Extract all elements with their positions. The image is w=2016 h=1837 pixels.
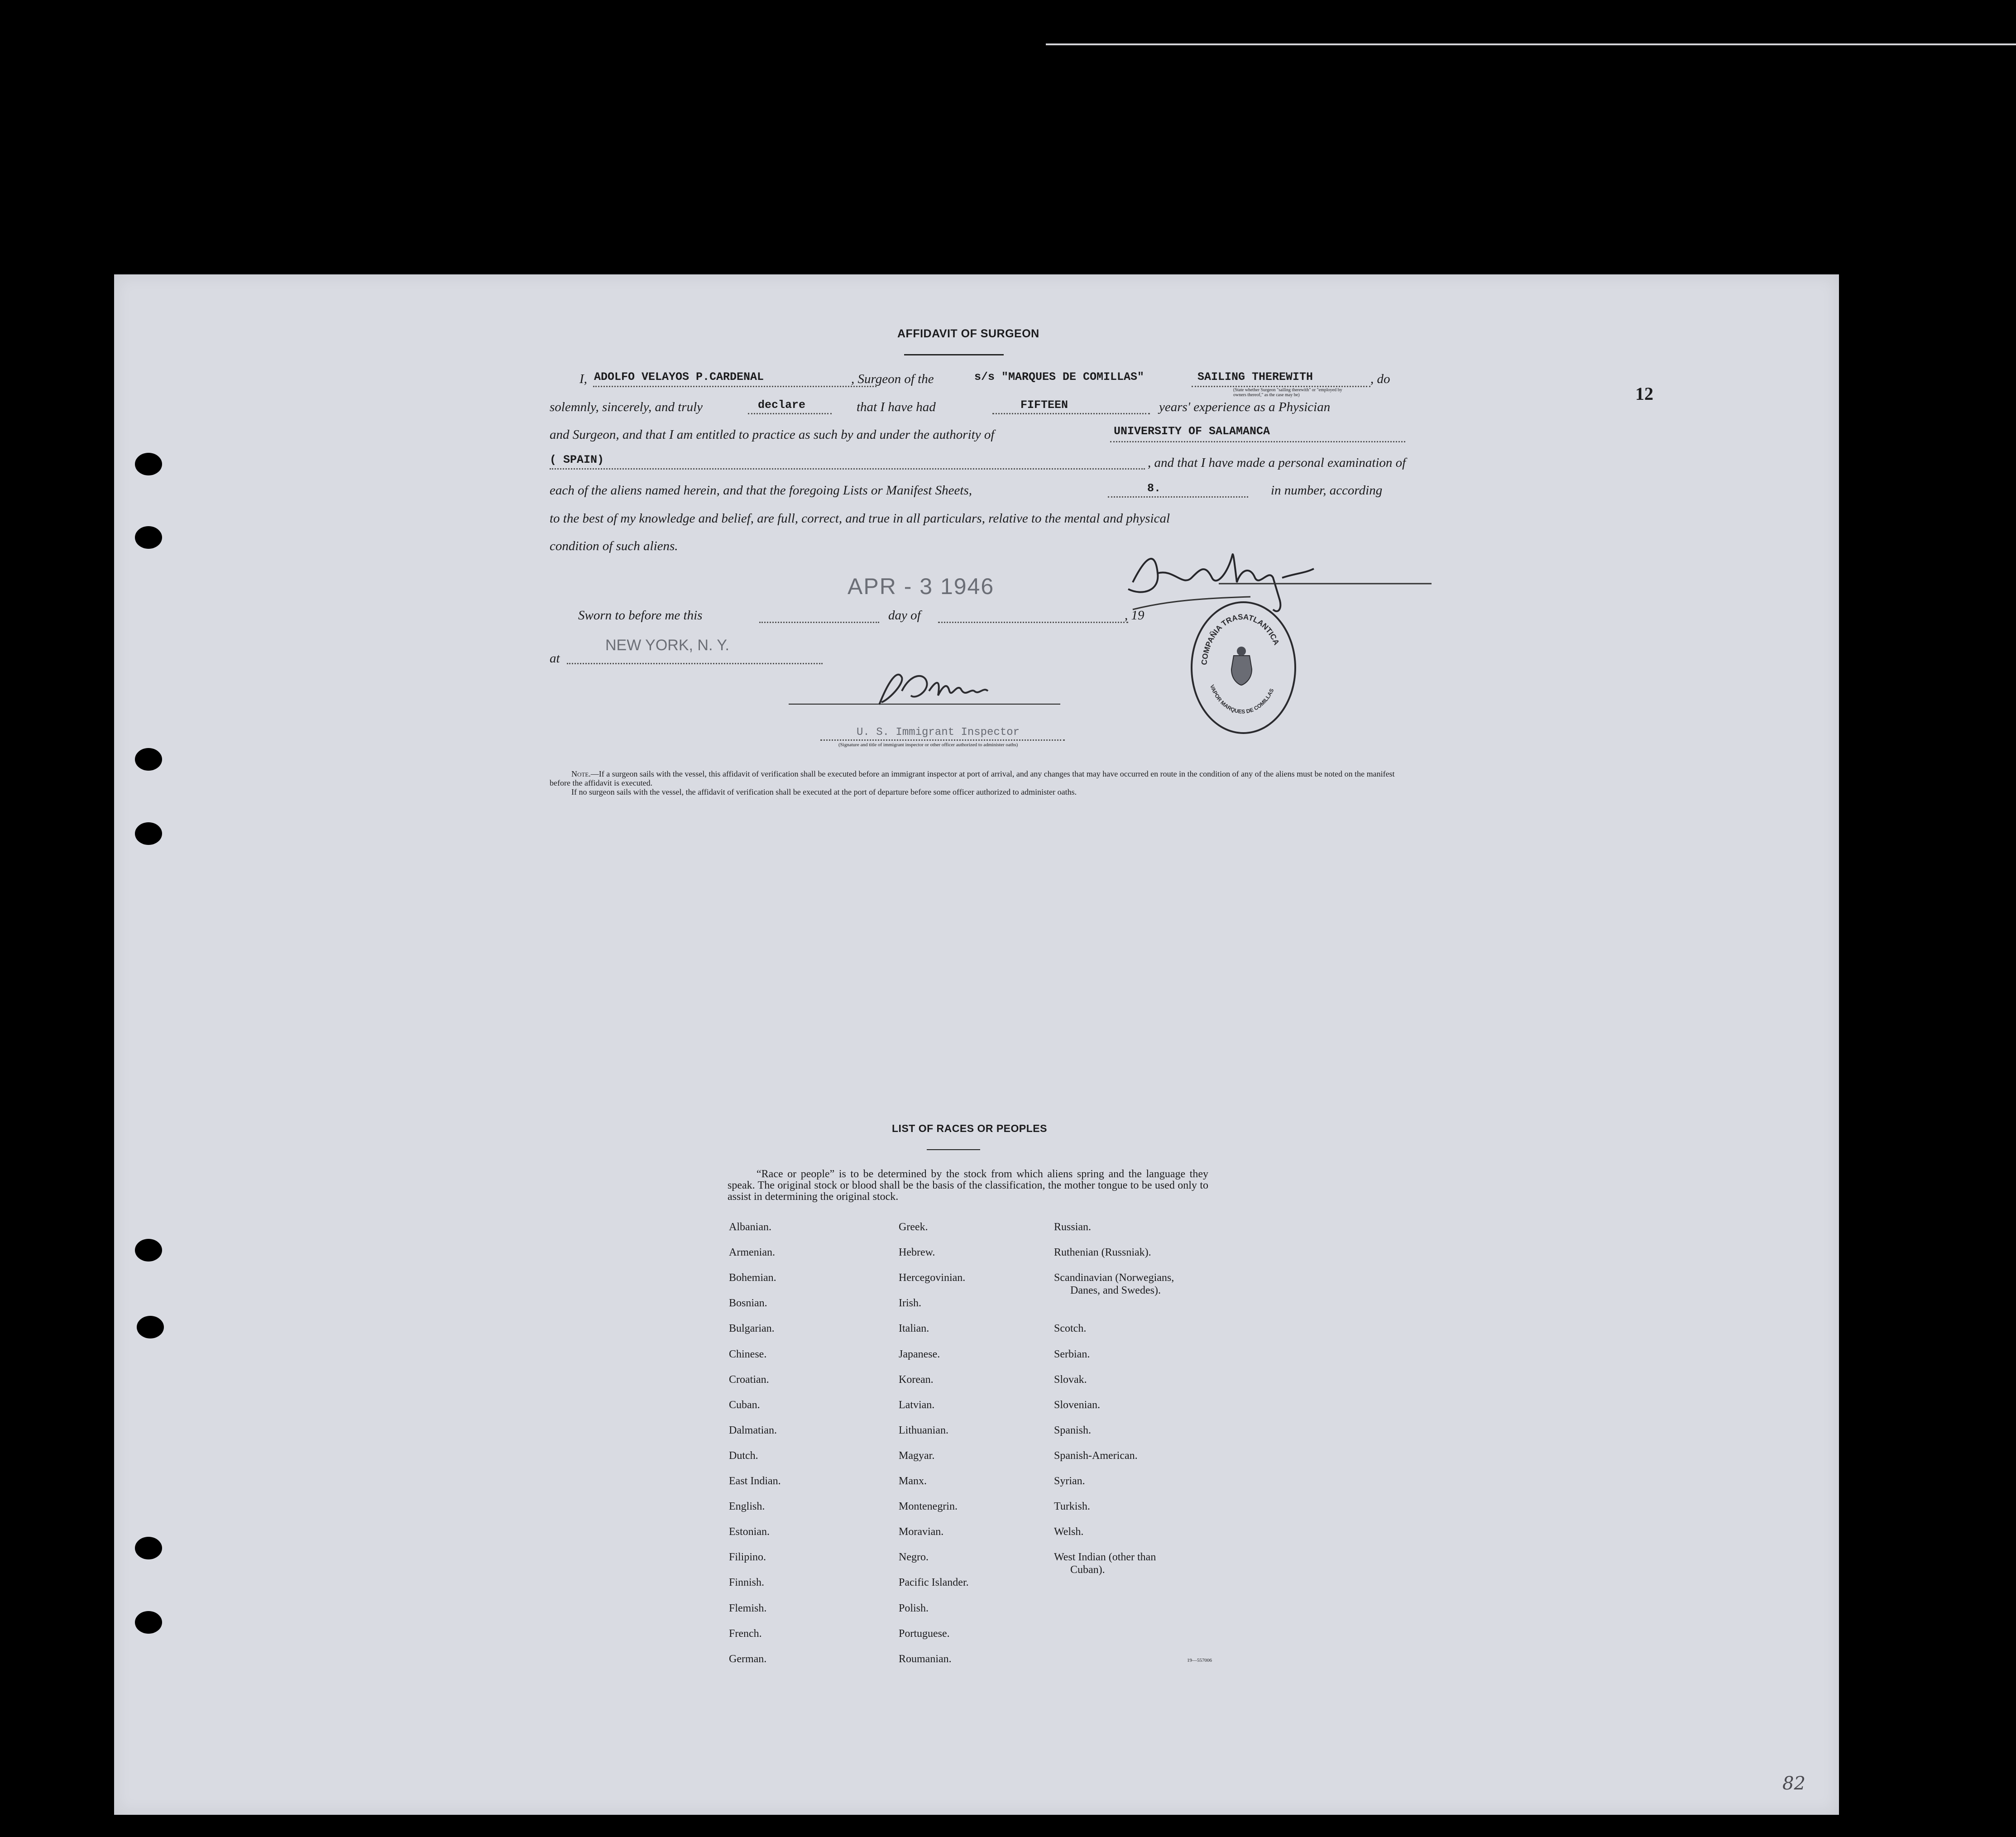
race-item: Manx. bbox=[899, 1475, 927, 1487]
fill-line bbox=[938, 622, 1128, 623]
race-item: Portuguese. bbox=[899, 1628, 950, 1640]
status-instruction: (State whether Surgeon "sailing therewith" or "employed by owners thereof," as the case may be) bbox=[1233, 388, 1342, 398]
punch-hole bbox=[135, 822, 162, 845]
race-item: Korean. bbox=[899, 1374, 934, 1386]
race-item: West Indian (other than bbox=[1054, 1551, 1156, 1563]
race-item: Danes, and Swedes). bbox=[1070, 1285, 1161, 1296]
heading-rule bbox=[904, 354, 1004, 355]
page-number: 12 bbox=[1635, 384, 1653, 404]
fill-line bbox=[759, 622, 879, 623]
race-item: Croatian. bbox=[729, 1374, 769, 1386]
race-item: Syrian. bbox=[1054, 1475, 1085, 1487]
race-item: Estonian. bbox=[729, 1526, 770, 1538]
affidavit-text: in number, according bbox=[1271, 483, 1383, 498]
race-item: Serbian. bbox=[1054, 1348, 1090, 1360]
affidavit-text: condition of such aliens. bbox=[550, 539, 678, 553]
fill-line bbox=[1110, 441, 1405, 442]
race-item: Dalmatian. bbox=[729, 1425, 777, 1436]
punch-hole bbox=[137, 1316, 164, 1338]
inspector-title-value: U. S. Immigrant Inspector bbox=[857, 726, 1020, 739]
race-item: Magyar. bbox=[899, 1450, 935, 1462]
affidavit-text: and Surgeon, and that I am entitled to practice as such by and under the authority of bbox=[550, 427, 995, 442]
form-code: 19—557006 bbox=[1187, 1658, 1212, 1663]
race-item: Armenian. bbox=[729, 1247, 775, 1258]
race-item: Filipino. bbox=[729, 1551, 766, 1563]
race-item: Flemish. bbox=[729, 1602, 767, 1614]
signature-rule bbox=[789, 704, 1060, 705]
declaration-verb-value: declare bbox=[758, 398, 806, 412]
affidavit-text: , Surgeon of the bbox=[851, 372, 934, 386]
sworn-date-stamp: APR - 3 1946 bbox=[848, 574, 995, 599]
punch-hole bbox=[135, 748, 162, 771]
at-label: at bbox=[550, 651, 560, 666]
race-item: Scandinavian (Norwegians, bbox=[1054, 1272, 1174, 1284]
race-item: Bulgarian. bbox=[729, 1323, 775, 1334]
race-item: Welsh. bbox=[1054, 1526, 1084, 1538]
affidavit-text: solemnly, sincerely, and truly bbox=[550, 400, 703, 414]
race-item: Italian. bbox=[899, 1323, 929, 1334]
fill-line bbox=[1192, 386, 1370, 387]
races-intro: “Race or people” is to be determined by the stock from which aliens spring and the language they speak. The original stock or blood shall be the basis of the classification, the mother tongue to be used only to assist in determining the original stock. bbox=[728, 1168, 1208, 1203]
company-seal bbox=[1191, 601, 1296, 734]
fill-line bbox=[1108, 496, 1248, 498]
race-item: Finnish. bbox=[729, 1577, 765, 1588]
races-heading: LIST OF RACES OR PEOPLES bbox=[892, 1122, 1047, 1134]
race-item: Pacific Islander. bbox=[899, 1577, 969, 1588]
race-item: Japanese. bbox=[899, 1348, 940, 1360]
race-item: Montenegrin. bbox=[899, 1501, 958, 1512]
punch-hole bbox=[135, 1537, 162, 1559]
race-item: Lithuanian. bbox=[899, 1425, 948, 1436]
affidavit-text: to the best of my knowledge and belief, are full, correct, and true in all particulars, relative to the mental and physical bbox=[550, 511, 1170, 526]
corner-mark: 82 bbox=[1782, 1773, 1805, 1794]
seal-lettering bbox=[1191, 601, 1293, 730]
fill-line bbox=[992, 413, 1150, 414]
authority-continued-value: ( SPAIN) bbox=[550, 453, 604, 466]
race-item: Hebrew. bbox=[899, 1247, 935, 1258]
race-item: Moravian. bbox=[899, 1526, 944, 1538]
affidavit-heading: AFFIDAVIT OF SURGEON bbox=[897, 327, 1039, 340]
race-item: Slovenian. bbox=[1054, 1399, 1100, 1411]
race-item: French. bbox=[729, 1628, 762, 1640]
place-stamp: NEW YORK, N. Y. bbox=[605, 637, 729, 654]
year-label: , 19 bbox=[1125, 608, 1144, 623]
race-item: Slovak. bbox=[1054, 1374, 1087, 1386]
surgeon-status-value: SAILING THEREWITH bbox=[1197, 370, 1313, 384]
race-item: Latvian. bbox=[899, 1399, 935, 1411]
race-item: Greek. bbox=[899, 1221, 928, 1233]
race-item: Roumanian. bbox=[899, 1653, 952, 1665]
races-heading-rule bbox=[927, 1149, 980, 1150]
affidavit-text: that I have had bbox=[857, 400, 936, 414]
race-item: Bosnian. bbox=[729, 1297, 767, 1309]
race-item: Chinese. bbox=[729, 1348, 767, 1360]
fill-line bbox=[748, 413, 832, 414]
fill-line bbox=[550, 468, 1145, 470]
manifest-page bbox=[114, 274, 1839, 1815]
svg-text:VAPOR MARQUES DE COMILLAS: VAPOR MARQUES DE COMILLAS bbox=[1209, 684, 1275, 715]
race-item: Cuban). bbox=[1070, 1564, 1105, 1576]
race-item: Irish. bbox=[899, 1297, 921, 1309]
note-paragraph-2: If no surgeon sails with the vessel, the affidavit of verification shall be executed at the port of departure before some officer authorized to administer oaths. bbox=[571, 787, 1077, 796]
fill-line bbox=[593, 386, 876, 387]
race-item: Negro. bbox=[899, 1551, 929, 1563]
race-item: Spanish. bbox=[1054, 1425, 1092, 1436]
race-item: Spanish-American. bbox=[1054, 1450, 1138, 1462]
note-label: Note. bbox=[571, 769, 591, 778]
race-item: German. bbox=[729, 1653, 767, 1665]
race-item: Russian. bbox=[1054, 1221, 1092, 1233]
race-item: Albanian. bbox=[729, 1221, 771, 1233]
fill-line bbox=[567, 663, 823, 664]
note-text: —If a surgeon sails with the vessel, this affidavit of verification shall be executed before an immigrant inspector at port of arrival, and any changes that may have occurred en route in the condition of any of the aliens must be noted on the manifest before the affidavit is executed. bbox=[550, 769, 1395, 787]
affidavit-lead: I, bbox=[579, 372, 587, 386]
race-item: Ruthenian (Russniak). bbox=[1054, 1247, 1151, 1258]
affidavit-text: years' experience as a Physician bbox=[1159, 400, 1331, 414]
race-item: English. bbox=[729, 1501, 765, 1512]
race-item: Polish. bbox=[899, 1602, 929, 1614]
punch-hole bbox=[135, 1611, 162, 1634]
race-item: Scotch. bbox=[1054, 1323, 1087, 1334]
punch-hole bbox=[135, 1239, 162, 1261]
race-item: Bohemian. bbox=[729, 1272, 776, 1284]
affidavit-text: , and that I have made a personal examination of bbox=[1148, 456, 1406, 470]
race-item: East Indian. bbox=[729, 1475, 781, 1487]
surgeon-name-value: ADOLFO VELAYOS P.CARDENAL bbox=[594, 370, 764, 384]
inspector-signature bbox=[861, 664, 1133, 718]
race-item: Dutch. bbox=[729, 1450, 758, 1462]
punch-hole bbox=[135, 453, 162, 475]
sworn-label: Sworn to before me this bbox=[578, 608, 703, 623]
note-paragraph-1 bbox=[550, 769, 1401, 787]
authority-value: UNIVERSITY OF SALAMANCA bbox=[1114, 425, 1270, 438]
affidavit-text: , do bbox=[1370, 372, 1390, 386]
punch-hole bbox=[135, 526, 162, 549]
manifest-sheets-value: 8. bbox=[1147, 482, 1161, 495]
day-of-label: day of bbox=[888, 608, 921, 623]
svg-text:COMPAÑIA TRASATLANTICA: COMPAÑIA TRASATLANTICA bbox=[1200, 612, 1281, 666]
affidavit-text: each of the aliens named herein, and that the foregoing Lists or Manifest Sheets, bbox=[550, 483, 972, 498]
fill-line bbox=[820, 739, 1065, 741]
vessel-value: s/s "MARQUES DE COMILLAS" bbox=[974, 370, 1144, 384]
race-item: Hercegovinian. bbox=[899, 1272, 966, 1284]
inspector-caption: (Signature and title of immigrant inspector or other officer authorized to administer oaths) bbox=[838, 742, 1018, 748]
years-experience-value: FIFTEEN bbox=[1020, 398, 1068, 412]
scan-top-rule bbox=[1046, 43, 2016, 45]
race-item: Cuban. bbox=[729, 1399, 760, 1411]
race-item: Turkish. bbox=[1054, 1501, 1090, 1512]
